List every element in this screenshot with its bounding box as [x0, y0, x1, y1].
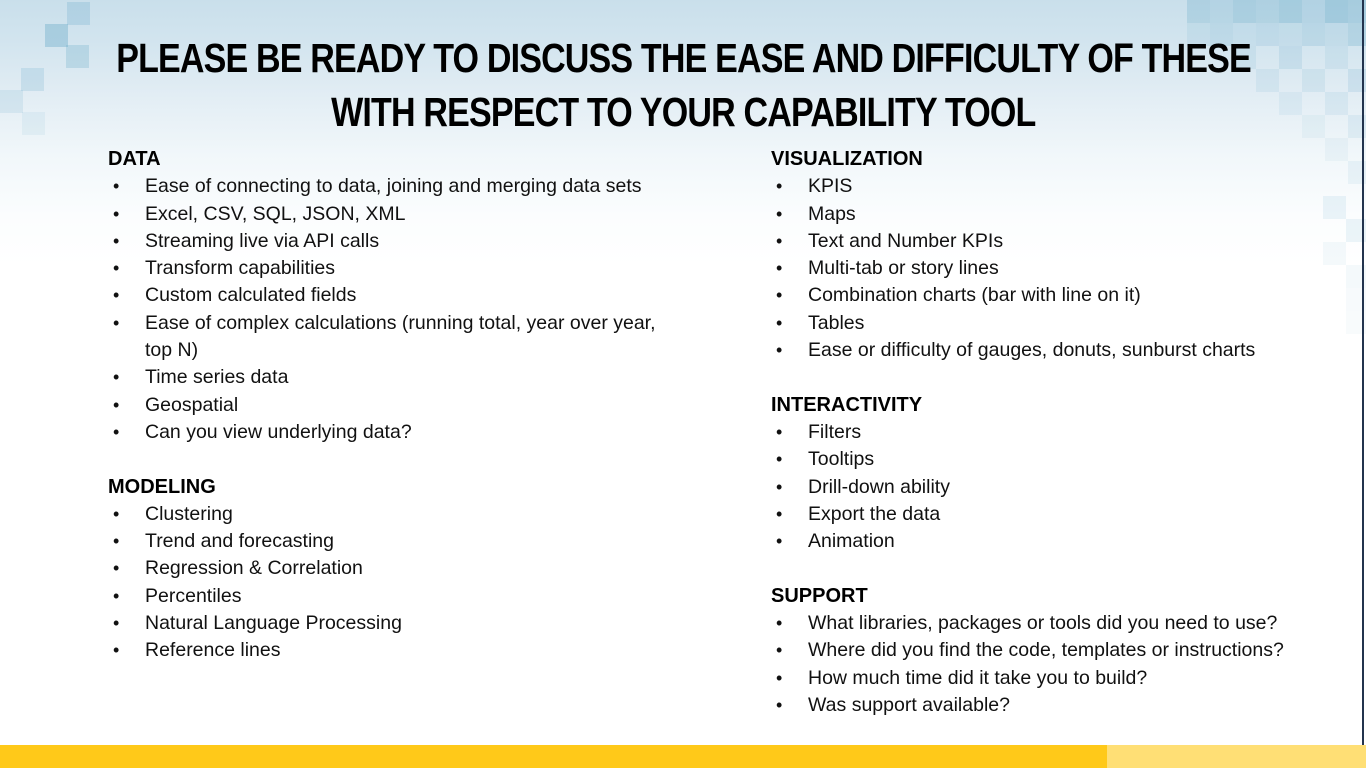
section-heading: MODELING [108, 475, 216, 498]
bullet-item: • Ease of complex calculations (running total, year over year, top N) [108, 310, 686, 365]
bullet-item: • Text and Number KPIs [771, 228, 1361, 255]
bullet-item: • Maps [771, 201, 1361, 228]
left-column [108, 146, 686, 665]
section-heading: VISUALIZATION [771, 148, 923, 170]
bullet-list [108, 501, 686, 665]
section-interactivity [771, 392, 1361, 556]
bullet-item: • Combination charts (bar with line on it) [771, 282, 1361, 309]
bullet-list [771, 173, 1361, 364]
section-data [108, 146, 686, 446]
bullet-item: • Reference lines [108, 637, 686, 664]
accent-bar-left [0, 745, 1107, 768]
bullet-item: • Regression & Correlation [108, 555, 686, 582]
bullet-item: • Ease of connecting to data, joining and merging data sets [108, 173, 686, 200]
deco-pixel-square [1325, 0, 1348, 23]
title-line-1 [0, 36, 1366, 90]
bullet-item: • Ease or difficulty of gauges, donuts, sunburst charts [771, 337, 1361, 364]
bullet-item: • Multi-tab or story lines [771, 255, 1361, 282]
deco-pixel-square [1302, 0, 1325, 23]
bullet-item: • Percentiles [108, 583, 686, 610]
bullet-item: • Custom calculated fields [108, 282, 686, 309]
bullet-item: • Was support available? [771, 692, 1361, 719]
bullet-item: • Can you view underlying data? [108, 419, 686, 446]
deco-pixel-square [67, 2, 90, 25]
section-heading: INTERACTIVITY [771, 393, 923, 416]
bullet-list [771, 419, 1361, 555]
title-text-2: WITH RESPECT TO YOUR CAPABILITY TOOL [330, 89, 1036, 135]
bullet-item: • Animation [771, 528, 1361, 555]
deco-pixel-square [1256, 0, 1279, 23]
bullet-item: • Geospatial [108, 392, 686, 419]
bullet-item: • Transform capabilities [108, 255, 686, 282]
bullet-list [108, 173, 686, 446]
deco-pixel-square [1279, 0, 1302, 23]
bullet-item: • Excel, CSV, SQL, JSON, XML [108, 201, 686, 228]
section-support [771, 583, 1361, 719]
slide-title [0, 36, 1366, 144]
section-modeling [108, 474, 686, 665]
bullet-item: • Tables [771, 310, 1361, 337]
accent-bar-right [1107, 745, 1366, 768]
bullet-item: • Natural Language Processing [108, 610, 686, 637]
right-column [771, 146, 1361, 719]
deco-pixel-square [1210, 0, 1233, 23]
bullet-item: • Drill-down ability [771, 474, 1361, 501]
section-heading: DATA [108, 148, 161, 170]
bullet-item: • KPIS [771, 173, 1361, 200]
deco-pixel-square [1233, 0, 1256, 23]
bullet-list [771, 610, 1361, 719]
bullet-item: • Tooltips [771, 446, 1361, 473]
bullet-item: • What libraries, packages or tools did you need to use? [771, 610, 1361, 637]
deco-pixel-square [1187, 0, 1210, 23]
bullet-item: • Streaming live via API calls [108, 228, 686, 255]
bullet-item: • Time series data [108, 364, 686, 391]
title-text-1: PLEASE BE READY TO DISCUSS THE EASE AND DIFFICULTY OF THESE [116, 35, 1251, 81]
section-visualization [771, 146, 1361, 364]
bullet-item: • Filters [771, 419, 1361, 446]
bullet-item: • Where did you find the code, templates or instructions? [771, 637, 1361, 664]
bullet-item: • Clustering [108, 501, 686, 528]
title-line-2 [0, 90, 1366, 144]
section-heading: SUPPORT [771, 584, 868, 607]
bullet-item: • Trend and forecasting [108, 528, 686, 555]
bullet-item: • How much time did it take you to build? [771, 665, 1361, 692]
bullet-item: • Export the data [771, 501, 1361, 528]
